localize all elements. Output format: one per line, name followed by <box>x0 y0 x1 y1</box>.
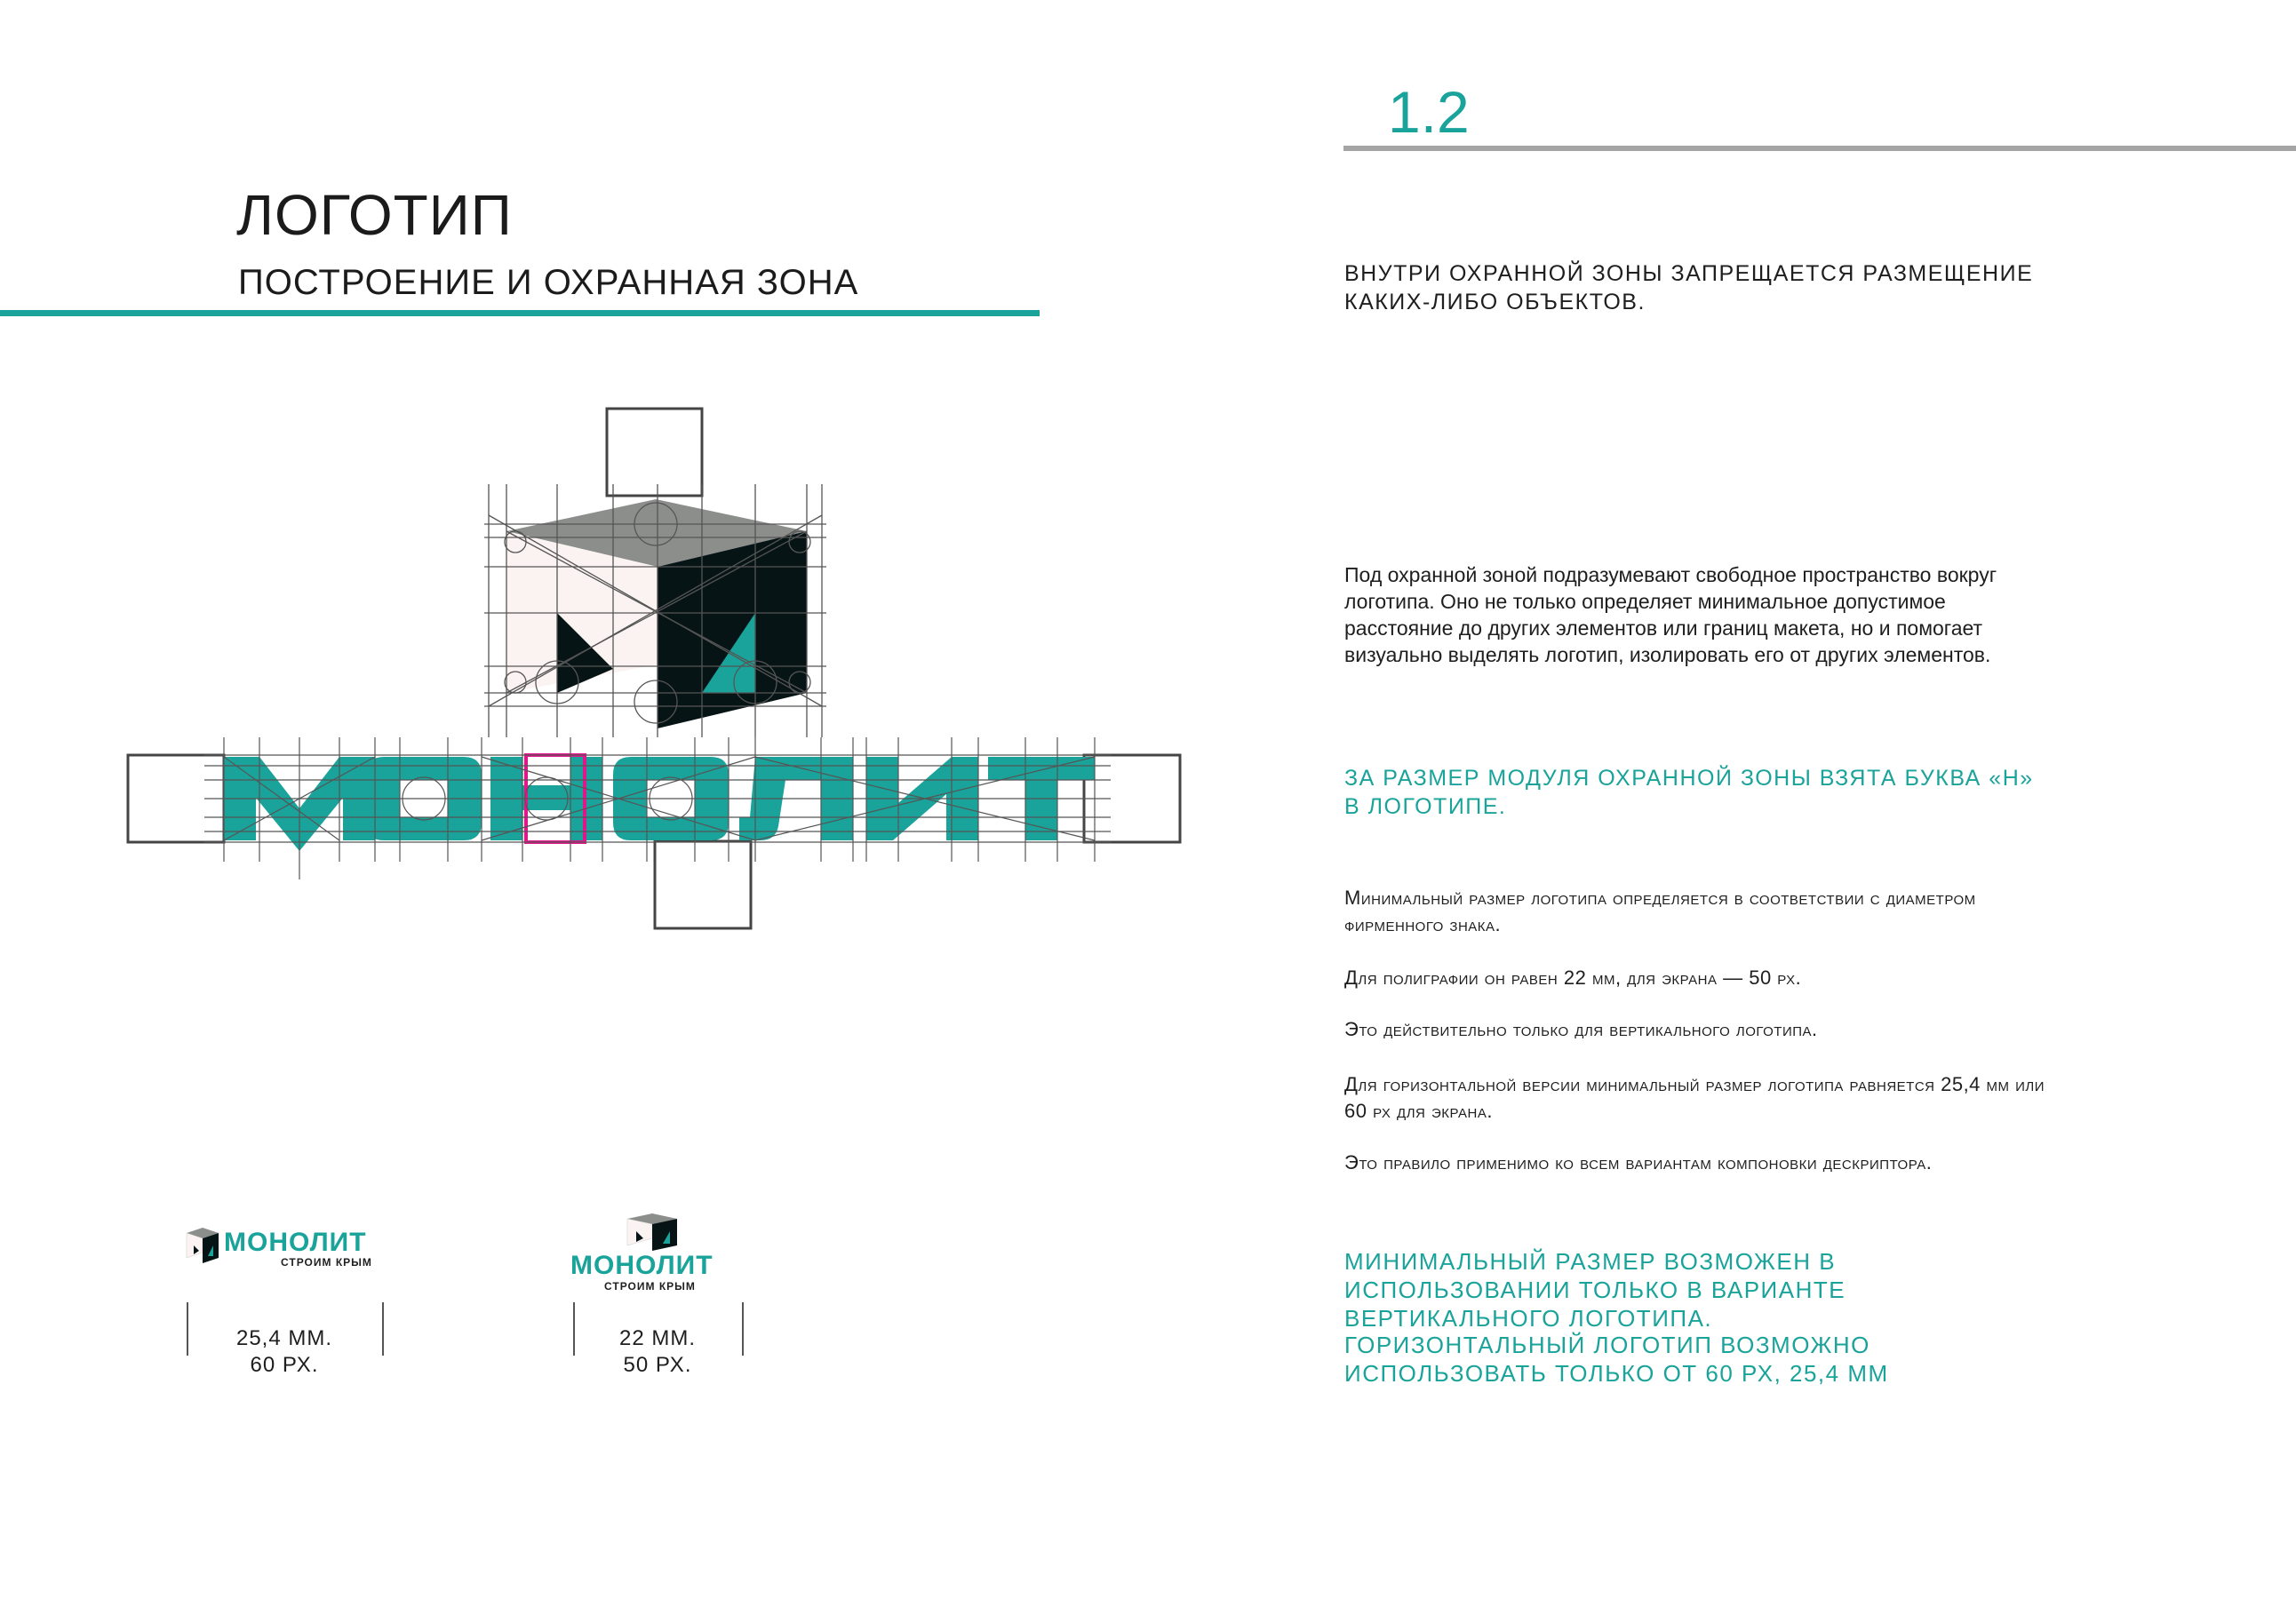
size-caption-mm: 25,4 ММ. <box>235 1326 333 1350</box>
description-paragraph: Под охранной зоной подразумевают свободное пространство вокруг логотипа. Оно не только определяет минимальное допустимое расстояние до других элементов или границ макета, но и помогает визуально выделять логотип, изолировать его от других элементов. <box>1344 563 1997 666</box>
clear-zone-squares <box>128 409 1180 928</box>
mini-logo-vertical <box>624 1212 681 1253</box>
size-caption-px: 60 РХ. <box>250 1353 319 1377</box>
module-note: ЗА РАЗМЕР МОДУЛЯ ОХРАННОЙ ЗОНЫ ВЗЯТА БУКВА «Н» В ЛОГОТИПЕ. <box>1344 766 2034 819</box>
size-caption-px: 50 РХ. <box>623 1353 692 1377</box>
size-marker-right-1 <box>382 1302 384 1356</box>
page-number: 1.2 <box>1388 79 1470 145</box>
all-variants-note: Это правило применимо ко всем вариантам компоновки дескриптора. <box>1344 1151 1933 1173</box>
vertical-only-note: Это действительно только для вертикального логотипа. <box>1344 1018 1818 1040</box>
page-title: ЛОГОТИП <box>236 183 513 247</box>
clear-zone-top <box>607 409 702 496</box>
title-underline <box>0 310 1040 316</box>
size-caption-vertical <box>573 1325 742 1379</box>
min-size-intro: Минимальный размер логотипа определяется в соответствии с диаметром фирменного знака. <box>1344 887 1976 935</box>
teal-note-vertical: МИНИМАЛЬНЫЙ РАЗМЕР ВОЗМОЖЕН В ИСПОЛЬЗОВАНИИ ТОЛЬКО В ВАРИАНТЕ ВЕРТИКАЛЬНОГО ЛОГОТИПА. <box>1344 1248 1846 1332</box>
header-rule <box>1343 146 2296 151</box>
logo-wordmark <box>224 757 1095 851</box>
intro-paragraph: ВНУТРИ ОХРАННОЙ ЗОНЫ ЗАПРЕЩАЕТСЯ РАЗМЕЩЕНИЕ КАКИХ-ЛИБО ОБЪЕКТОВ. <box>1344 261 2034 314</box>
size-marker-right-2 <box>742 1302 744 1356</box>
horizontal-version-note: Для горизонтальной версии минимальный размер логотипа равняется 25,4 мм или 60 рх для экрана. <box>1344 1073 2045 1122</box>
size-caption-horizontal <box>187 1325 382 1379</box>
logo-sign <box>506 499 807 728</box>
size-caption-mm: 22 ММ. <box>618 1326 696 1350</box>
mini-logo-vertical-wordmark: МОНОЛИТ <box>570 1251 714 1280</box>
mini-logo-horizontal-descriptor: СТРОИМ КРЫМ <box>281 1256 372 1269</box>
logo-construction-diagram <box>116 400 1217 951</box>
clear-zone-bottom <box>655 841 751 928</box>
page-subtitle: ПОСТРОЕНИЕ И ОХРАННАЯ ЗОНА <box>238 263 859 302</box>
mini-logo-vertical-descriptor: СТРОИМ КРЫМ <box>604 1280 696 1293</box>
mini-logo-horizontal-wordmark: МОНОЛИТ <box>224 1228 367 1257</box>
teal-note-horizontal: ГОРИЗОНТАЛЬНЫЙ ЛОГОТИП ВОЗМОЖНО ИСПОЛЬЗОВАТЬ ТОЛЬКО ОТ 60 РХ, 25,4 ММ <box>1344 1332 1889 1387</box>
print-screen-size: Для полиграфии он равен 22 мм, для экрана — 50 рх. <box>1344 967 1802 989</box>
